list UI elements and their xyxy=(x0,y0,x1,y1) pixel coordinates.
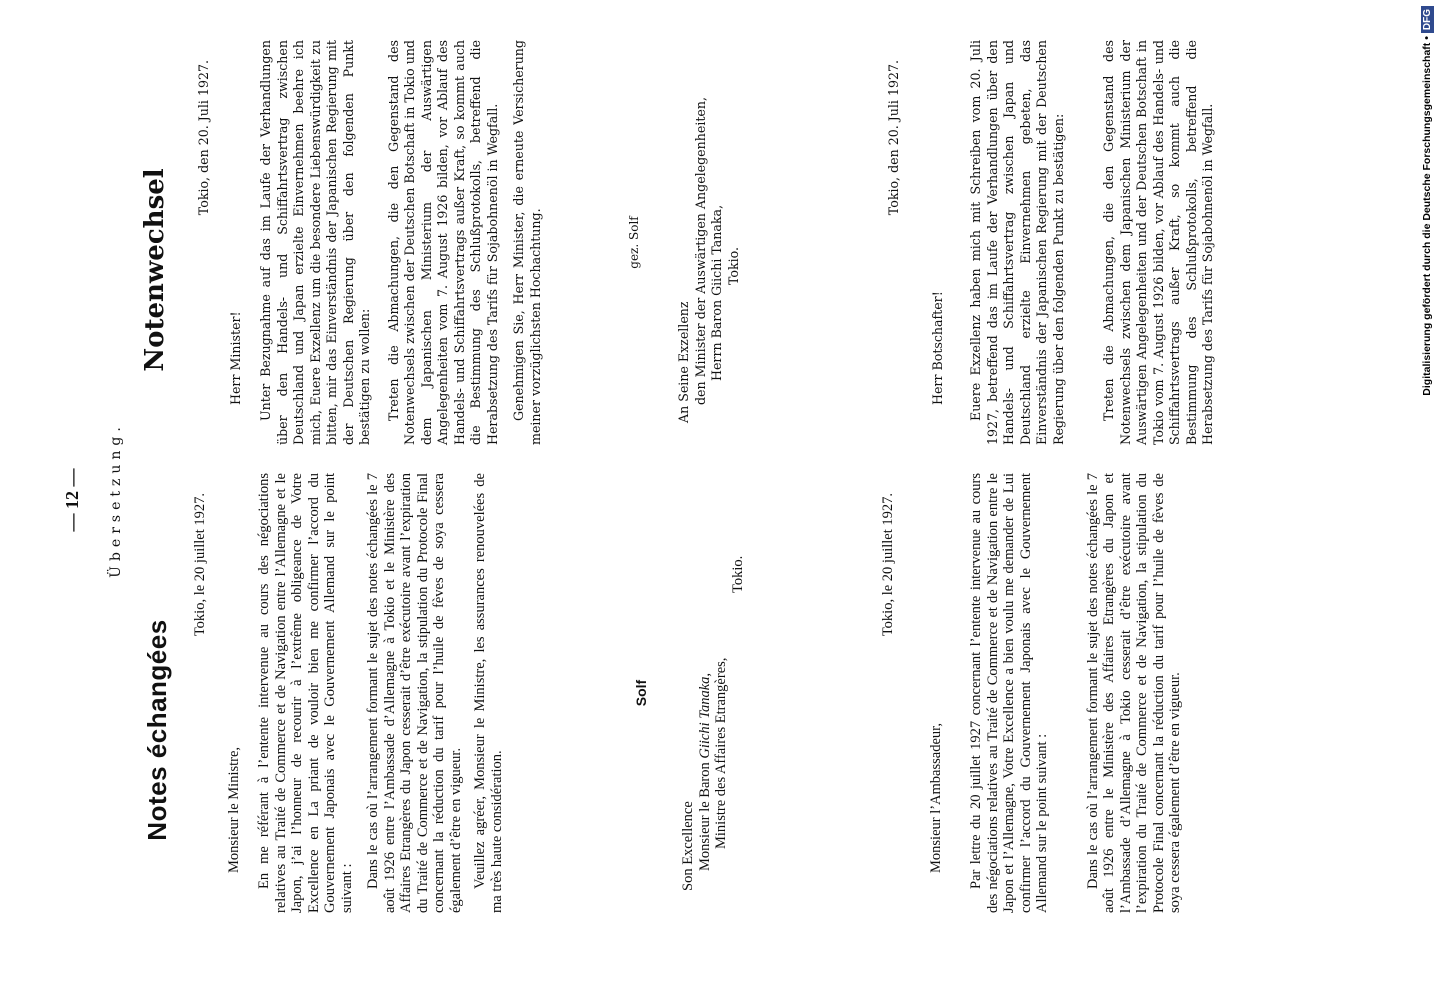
de-note1-signature: gez. Solf xyxy=(627,216,641,269)
de-note1-address-line-4: Tokio. xyxy=(725,246,741,285)
fr-note1-address-line-2 xyxy=(697,473,714,871)
fr-note1-paragraph-2: Dans le cas où l’arrangement formant le sujet des notes échangées le 7 août 1926 entre l’Ambassade d’Allemagne à Tokio et le Ministère des Affaires Etrangères du Japon cesserait d’être exécutoire avant l’expiration du Traité de Commerce et de Navigation, la stipulation du Protocole Final concernant la réduction du tarif pour l’huile de fèves de soya cessera également d’être en vigueur. xyxy=(365,473,464,913)
fr-note1-address-line-2a: Monsieur le Baron xyxy=(696,758,713,871)
de-note1-signature-wrap xyxy=(626,40,643,445)
dfg-logo: DFG xyxy=(1421,6,1434,33)
de-note1-address-line-3: Herrn Baron Giichi Tanaka, xyxy=(709,204,724,381)
de-note2-paragraph-1: Euere Exzellenz haben mich mit Schreiben vom 20. Juli 1927, betreffend das im Laufe der Verhandlungen über den Handels- und Schiffahrtsvertrag zwischen Japan und Deutschland erzielte Einvernehmen gebeten, das Einverständnis der Japanischen Regierung mit der Deutschen Regierung über den folgenden Punkt zu bestätigen: xyxy=(968,40,1066,445)
de-note1-paragraph-3: Genehmigen Sie, Herr Minister, die erneute Versicherung meiner vorzüglichsten Hochachtung. xyxy=(511,40,543,445)
fr-note1-address-line-2b: Giichi Tanaka, xyxy=(696,672,713,759)
de-note1-salutation-wrap xyxy=(228,40,245,445)
de-note1-address-line-2: den Minister der Auswärtigen Angelegenheiten, xyxy=(692,97,708,405)
de-note1-paragraph-2: Treten die Abmachungen, die den Gegenstand des Notenwechsels zwischen der Deutschen Botschaft in Tokio und dem Japanischen Ministerium der Auswärtigen Angelegenheiten vom 7. August 1926 bilden, vor Ablauf des Handels- und Schiffahrtsvertrags außer Kraft, so kommt auch die Bestimmung des Schlußprotokolls, betreffend die Herabsetzung des Tarifs für Sojabohnenöl in Wegfall. xyxy=(385,40,500,445)
fr-note1-signature-wrap xyxy=(633,473,650,913)
de-note1-address xyxy=(676,40,742,445)
fr-note2-paragraph-2: Dans le cas où l’arrangement formant le sujet des notes échangées le 7 août 1926 entre le Ministère des Affaires Etrangères du Japon et l’Ambassade d’Allemagne à Tokio cesserait d’être exécutoire avant l’expiration du Traité de Commerce et de Navigation, la stipulation du Protocole Final concernant la réduction du tarif pour l’huile de fèves de soya cessera également d’être en vigueur. xyxy=(1084,473,1183,913)
fr-note1-paragraph-1: En me référant à l’entente intervenue au cours des négociations relatives au Traité de Commerce et de Navigation entre l’Allemagne et le Japon, j’ai l’honneur de recourir à l’extrême obligeance de Votre Excellence en La priant de vouloir bien me confirmer l’accord du Gouvernement Japonais avec le Gouvernement Allemand sur le point suivant : xyxy=(256,473,355,913)
page-number: — 12 — xyxy=(62,468,82,532)
de-note2-salutation-wrap xyxy=(930,40,947,445)
fr-note1-address xyxy=(680,473,746,913)
fr-note2-body xyxy=(968,473,1184,913)
fr-note1-salutation-wrap xyxy=(226,473,243,913)
fr-note2-date: Tokio, le 20 juillet 1927. xyxy=(880,493,896,637)
de-note2-date-wrap xyxy=(886,40,903,445)
fr-note1-body xyxy=(256,473,505,913)
dfg-watermark-text: Digitalisierung gefördert durch die Deutsche Forschungsgemeinschaft • xyxy=(1421,36,1433,396)
de-note1-date: Tokio, den 20. Juli 1927. xyxy=(196,60,211,216)
translation-label: Übersetzung. xyxy=(108,422,124,578)
de-note1-salutation: Herr Minister! xyxy=(228,311,243,405)
de-note1-address-line-1: An Seine Exzellenz xyxy=(676,301,691,423)
fr-note1-paragraph-3: Veuillez agréer, Monsieur le Ministre, les assurances renouvelées de ma très haute considération. xyxy=(472,473,505,913)
fr-note1-address-line-4: Tokio. xyxy=(729,555,746,593)
fr-note2-paragraph-1: Par lettre du 20 juillet 1927 concernant l’entente intervenue au cours des négociations relatives au Traité de Commerce et de Navigation entre le Japon et l’Allemagne, Votre Excellence a bien voulu me demander de Lui confirmer l’accord du Gouvernement Japonais avec le Gouvernement Allemand sur le point suivant : xyxy=(968,473,1050,913)
dfg-watermark xyxy=(1417,6,1434,994)
fr-note1-salutation: Monsieur le Ministre, xyxy=(226,746,242,873)
fr-note1-signature: Solf xyxy=(633,679,649,707)
fr-note1-address-line-1: Son Excellence xyxy=(680,801,696,891)
fr-note2-salutation: Monsieur l’Ambassadeur, xyxy=(928,722,944,873)
de-note1-body xyxy=(258,40,544,445)
de-note2-salutation: Herr Botschafter! xyxy=(930,291,945,405)
de-note1-paragraph-1: Unter Bezugnahme auf das im Laufe der Verhandlungen über den Handels- und Schiffahrtsvertrag zwischen Deutschland und Japan erzielte Einvernehmen beehre ich mich, Euere Exzellenz um die besondere Liebenswürdigkeit zu bitten, mir das Einverständnis der Japanischen Regierung mit der Deutschen Regierung über den folgenden Punkt bestätigen zu wollen: xyxy=(258,40,372,445)
german-title: Notenwechsel xyxy=(140,168,170,372)
de-note2-date: Tokio, den 20. Juli 1927. xyxy=(886,60,901,216)
fr-note-1 xyxy=(192,473,209,913)
de-note2-paragraph-2: Treten die Abmachungen, die den Gegenstand des Notenwechsels zwischen dem Japanischen Ministerium der Auswärtigen Angelegenheiten und der Deutschen Botschaft in Tokio vom 7. August 1926 bilden, vor Ablauf des Handels- und Schiffahrtsvertrags außer Kraft, so kommt auch die Bestimmung des Schlußprotokolls, betreffend die Herabsetzung des Tarifs für Sojabohnenöl in Wegfall. xyxy=(1101,40,1215,445)
fr-note2-date-wrap xyxy=(880,473,897,913)
fr-note2-salutation-wrap xyxy=(928,473,945,913)
french-title: Notes échangées xyxy=(142,619,172,841)
fr-note1-address-line-3: Ministre des Affaires Etrangères, xyxy=(713,657,729,849)
de-note2-body xyxy=(968,40,1217,445)
fr-note1-date: Tokio, le 20 juillet 1927. xyxy=(192,493,208,637)
de-note1-date-wrap xyxy=(196,40,213,445)
